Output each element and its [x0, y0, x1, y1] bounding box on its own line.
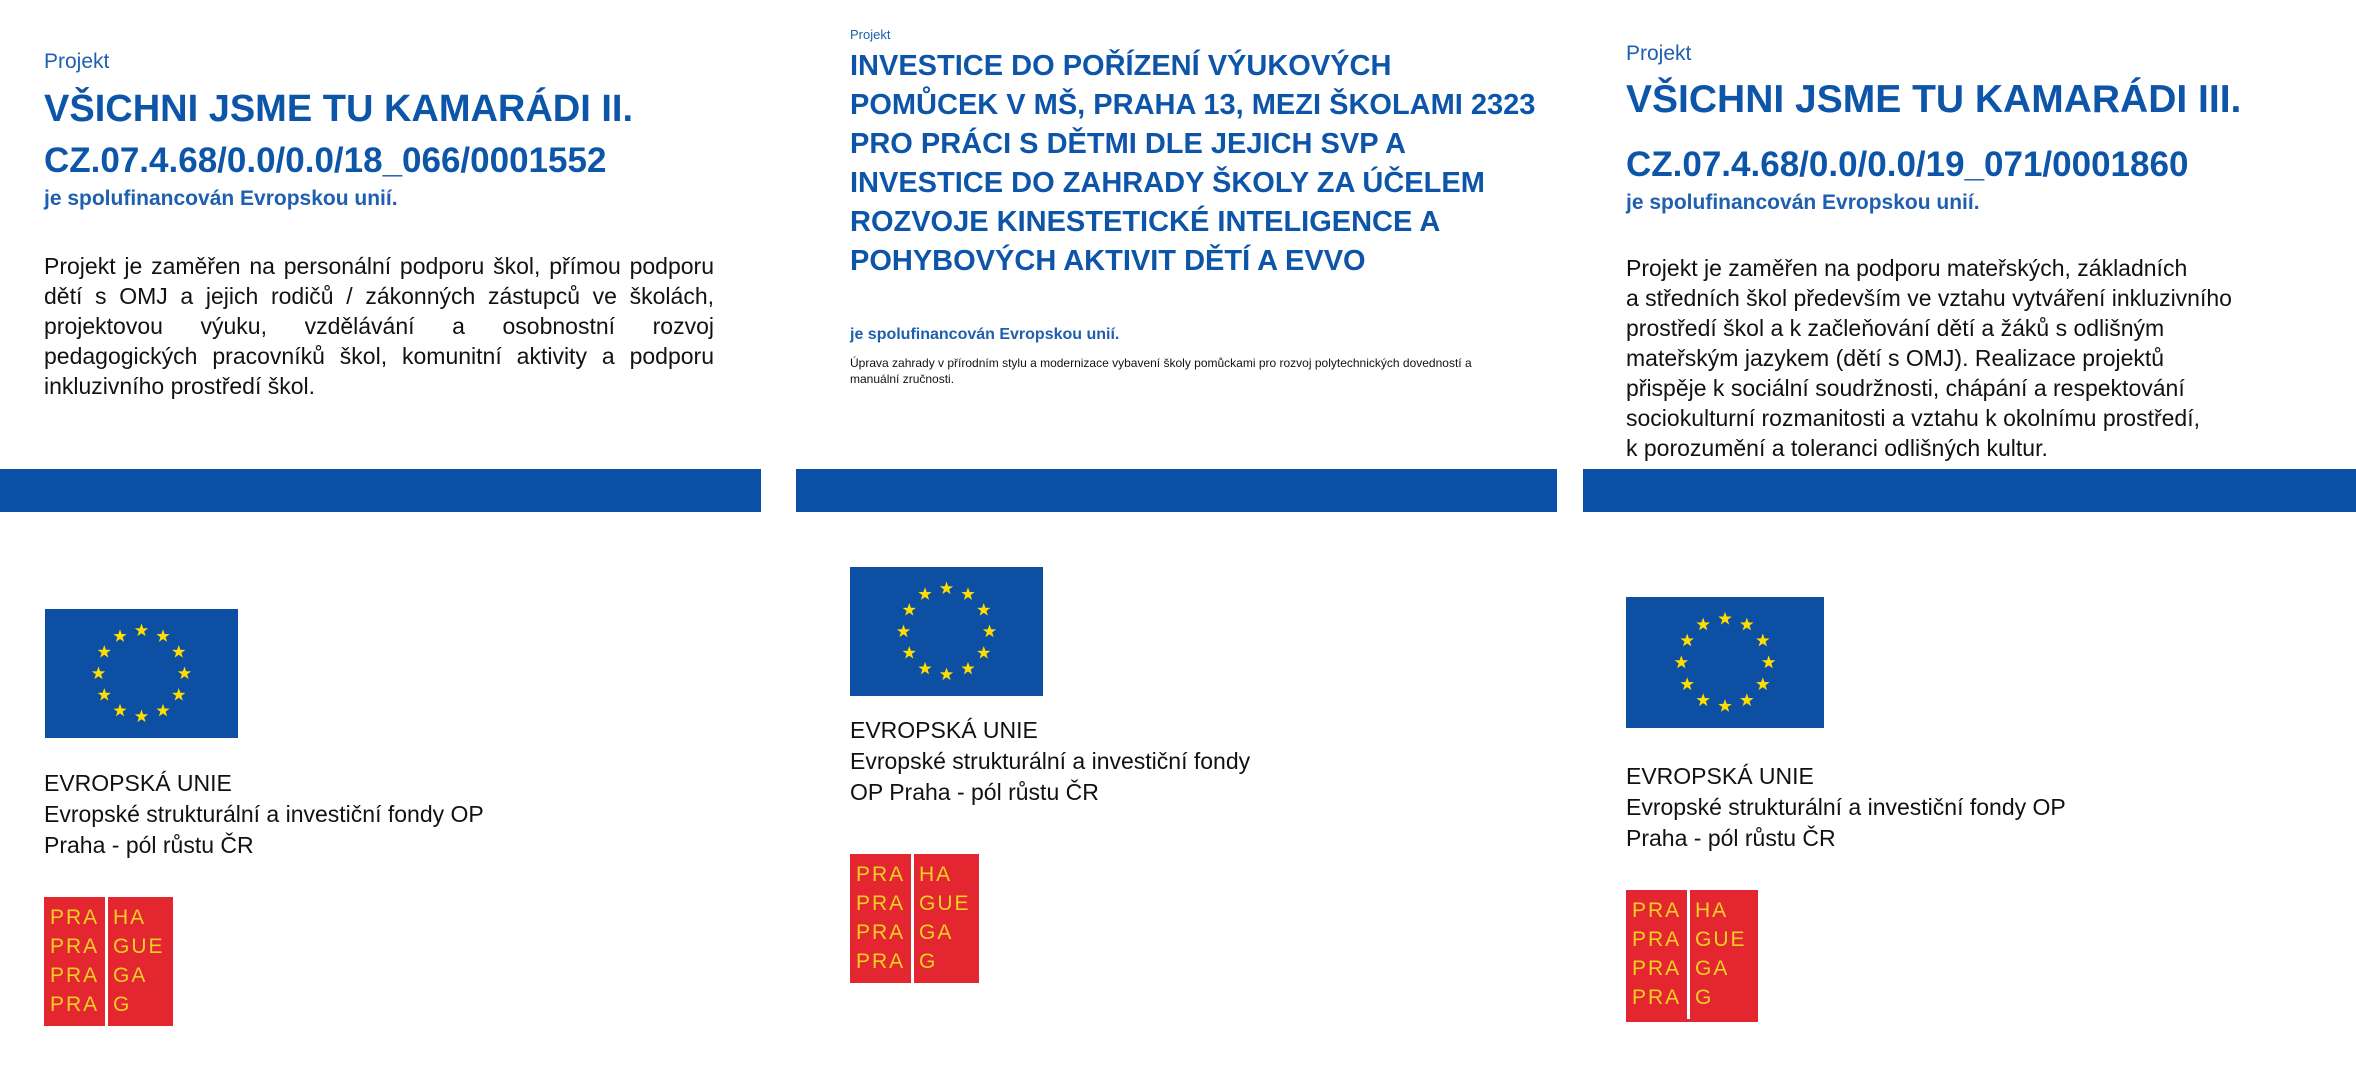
project-title: INVESTICE DO POŘÍZENÍ VÝUKOVÝCH POMŮCEK V MŠ, PRAHA 13, MEZI ŠKOLAMI 2323 PRO PRÁCI S DĚTMI DLE JEJICH SVP A INVESTICE DO ZAHRADY ŠKOLY ZA ÚČELEM ROZVOJE KINESTETICKÉ INTELIGENCE A POHYBOVÝCH AKTIVIT DĚTÍ A EVVO	[850, 50, 1536, 277]
eu-star	[113, 704, 126, 717]
eu-star	[1718, 699, 1732, 712]
eu-star	[1696, 693, 1710, 706]
eu-star	[897, 625, 910, 638]
eu-caption-line2: Evropské strukturální a investiční fondy OP	[1626, 794, 2066, 820]
logo-text: HA	[919, 863, 953, 886]
eu-caption-line3: Praha - pól růstu ČR	[44, 832, 254, 858]
eu-flag-icon	[1626, 597, 1824, 728]
description-line: Projekt je zaměřen na podporu mateřských, základních	[1626, 255, 2188, 281]
eu-star	[135, 624, 148, 637]
project-description: Projekt je zaměřen na personální podporu škol, přímou podporu dětí s OMJ a jejich rodičů / zákonných zástupců ve školách, projektovou výuku, vzdělávání a osobnostní rozvoj pedagogických pracovníků škol, komunitní aktivity a podporu inkluzivního prostředí škol.	[44, 253, 714, 399]
eu-star	[156, 629, 169, 642]
project-panel-1	[0, 0, 761, 1076]
eu-caption	[1626, 761, 2066, 854]
eu-star	[918, 662, 931, 675]
eu-flag-icon	[850, 567, 1043, 696]
project-label: Projekt	[44, 50, 110, 73]
project-label: Projekt	[1626, 42, 1692, 65]
logo-text: PRA	[856, 863, 906, 886]
eu-star	[1740, 693, 1754, 706]
project-title-text: VŠICHNI JSME TU KAMARÁDI III.	[1626, 78, 2242, 121]
eu-star	[92, 667, 105, 680]
eu-caption-line3: Praha - pól růstu ČR	[1626, 825, 1836, 851]
eu-star	[156, 704, 169, 717]
logo-text: PRA	[856, 950, 906, 973]
eu-star	[1756, 677, 1770, 690]
project-description: Úprava zahrady v přírodním stylu a modernizace vybavení školy pomůckami pro rozvoj polytechnických dovedností a manuální zručnosti.	[850, 356, 1472, 386]
eu-star	[1718, 612, 1732, 625]
blue-band	[1583, 469, 2356, 512]
description-line: prostředí škol a k začleňování dětí a žáků s odlišným	[1626, 315, 2165, 341]
praha-logo-left	[50, 903, 99, 1019]
praha-logo-left	[856, 860, 905, 976]
blue-band	[796, 469, 1557, 512]
eu-star	[961, 587, 974, 600]
eu-caption-line2: Evropské strukturální a investiční fondy OP	[44, 801, 484, 827]
eu-star	[1675, 655, 1689, 668]
eu-star	[903, 603, 916, 616]
logo-text: PRA	[856, 921, 906, 944]
eu-caption-line1: EVROPSKÁ UNIE	[44, 770, 232, 796]
eu-star	[940, 582, 953, 595]
eu-star	[977, 603, 990, 616]
project-description	[1626, 253, 2326, 463]
logo-text: GA	[113, 964, 148, 987]
logo-divider	[1687, 890, 1690, 1019]
logo-text: GUE	[919, 892, 971, 915]
praha-logo	[850, 854, 979, 983]
eu-star	[1680, 634, 1694, 647]
logo-text: HA	[113, 906, 147, 929]
cofinance-note: je spolufinancován Evropskou unií.	[44, 187, 398, 210]
eu-star	[178, 667, 191, 680]
eu-star	[1756, 634, 1770, 647]
praha-logo	[1626, 890, 1758, 1022]
eu-caption-line1: EVROPSKÁ UNIE	[1626, 763, 1814, 789]
eu-star	[98, 688, 111, 701]
logo-divider	[911, 854, 914, 983]
eu-star	[983, 625, 996, 638]
logo-text: PRA	[1632, 899, 1682, 922]
eu-star	[113, 629, 126, 642]
project-code: CZ.07.4.68/0.0/0.0/19_071/0001860	[1626, 145, 2189, 184]
description-line: mateřským jazykem (dětí s OMJ). Realizace projektů	[1626, 345, 2165, 371]
eu-star	[1696, 618, 1710, 631]
eu-star	[940, 668, 953, 681]
praha-logo-left	[1632, 896, 1681, 1012]
eu-star	[172, 645, 185, 658]
project-panel-3	[1583, 0, 2356, 1076]
description-line: a středních škol především ve vztahu vytváření inkluzivního	[1626, 285, 2232, 311]
logo-text: GUE	[113, 935, 165, 958]
logo-text: PRA	[50, 993, 100, 1016]
eu-caption-line3: OP Praha - pól růstu ČR	[850, 779, 1099, 805]
project-label: Projekt	[850, 27, 891, 42]
eu-caption	[44, 768, 484, 861]
project-title-text: VŠICHNI JSME TU KAMARÁDI II.	[44, 88, 634, 130]
eu-star	[977, 646, 990, 659]
logo-text: HA	[1695, 899, 1729, 922]
logo-text: GA	[919, 921, 954, 944]
logo-text: PRA	[1632, 928, 1682, 951]
eu-caption-line2: Evropské strukturální a investiční fondy	[850, 748, 1251, 774]
logo-text: PRA	[50, 964, 100, 987]
logo-text: GUE	[1695, 928, 1747, 951]
logo-text: PRA	[1632, 986, 1682, 1009]
project-panel-2	[796, 0, 1557, 1076]
description-line: k porozumění a toleranci odlišných kultur.	[1626, 435, 2048, 461]
eu-star	[903, 646, 916, 659]
eu-star	[918, 587, 931, 600]
praha-logo-right	[113, 903, 165, 1019]
description-line: sociokulturní rozmanitosti a vztahu k okolnímu prostředí,	[1626, 405, 2200, 431]
eu-star	[961, 662, 974, 675]
eu-star	[1680, 677, 1694, 690]
eu-flag-icon	[45, 609, 238, 738]
project-title	[1626, 75, 2241, 125]
praha-logo	[44, 897, 173, 1026]
project-title	[44, 84, 633, 134]
cofinance-note: je spolufinancován Evropskou unií.	[1626, 191, 1980, 214]
eu-caption-line1: EVROPSKÁ UNIE	[850, 717, 1038, 743]
eu-star	[135, 710, 148, 723]
blue-band	[0, 469, 761, 512]
eu-star	[1762, 655, 1776, 668]
project-code: CZ.07.4.68/0.0/0.0/18_066/0001552	[44, 141, 607, 180]
eu-star	[172, 688, 185, 701]
logo-text: PRA	[856, 892, 906, 915]
logo-text: G	[1695, 986, 1714, 1009]
praha-logo-right	[1695, 896, 1747, 1012]
logo-divider	[105, 897, 108, 1026]
eu-star	[1740, 618, 1754, 631]
eu-star	[98, 645, 111, 658]
logo-text: PRA	[50, 935, 100, 958]
eu-caption	[850, 715, 1250, 808]
logo-text: PRA	[1632, 957, 1682, 980]
logo-text: PRA	[50, 906, 100, 929]
logo-text: GA	[1695, 957, 1730, 980]
logo-text: G	[919, 950, 938, 973]
logo-text: G	[113, 993, 132, 1016]
cofinance-note: je spolufinancován Evropskou unií.	[850, 326, 1120, 343]
praha-logo-right	[919, 860, 971, 976]
description-line: přispěje k sociální soudržnosti, chápání a respektování	[1626, 375, 2185, 401]
